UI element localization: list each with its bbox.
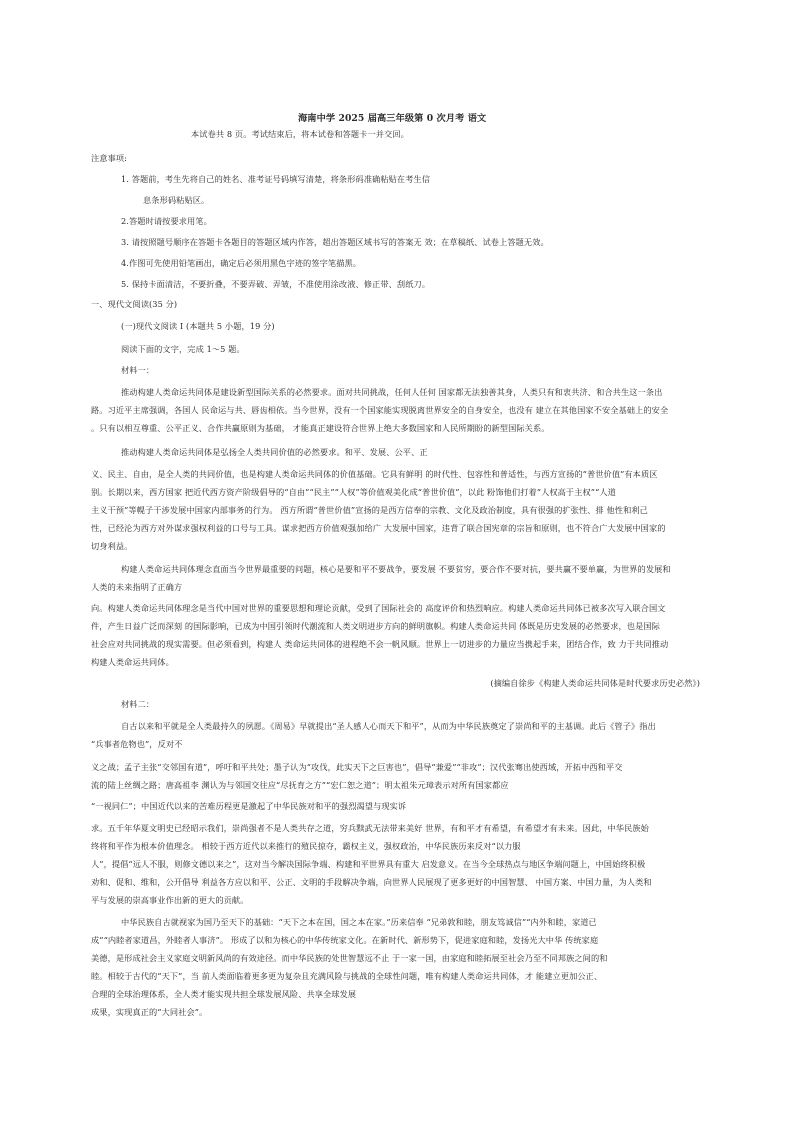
- material2-line: 中华民族自古就视家为国乃至天下的基础：“天下之本在国，国之本在家。”历来信奉 “兄弟敦和睦，朋友笃诚信”“内外和睦，家道已: [121, 917, 597, 927]
- subsection-heading: (一)现代文阅读 I (本题共 5 小题，19 分): [121, 321, 275, 331]
- material2-line: “一视同仁”；中国近代以来的苦难历程更是激起了中华民族对和平的强烈渴望与现实诉: [91, 801, 407, 811]
- material1-line: 路。习近平主席强调，各国人 民命运与共、唇齿相依。当今世界，没有一个国家能实现脱离世界安全的自身安全，也没有 建立在其他国家不安全基础上的安全: [91, 405, 669, 415]
- exam-title: 海南中学 2025 届高三年级第 0 次月考 语文: [298, 113, 487, 124]
- material1-line: 。只有以相互尊重、公平正义、合作共赢原则为基础， 才能真正建设符合世界上绝大多数国家和人民所期盼的新型国际关系。: [91, 423, 550, 433]
- material1-line: 件，产生日益广泛而深刻 的国际影响，已成为中国引领时代潮流和人类文明进步方向的鲜明旗帜。构建人类命运共同 体既是历史发展的必然要求，也是国际: [91, 621, 660, 631]
- section-heading: 一、现代文阅读(35 分): [91, 299, 178, 309]
- material2-line: 合理的全球治理体系，全人类才能实现共担全球发展风险、共享全球发展: [91, 989, 357, 999]
- material2-line: 求。五千年华夏文明史已经昭示我们，崇尚强者不是人类共存之道，穷兵黩武无法带来美好 世界，有和平才有希望，有希望才有未来。因此，中华民族始: [91, 823, 649, 833]
- material1-line: 人类的未来指明了正确方: [91, 582, 183, 592]
- material1-label: 材料一：: [121, 365, 155, 375]
- material1-source: (摘编自徐步《构建人类命运共同体是时代要求历史必然》): [490, 678, 700, 688]
- material2-line: 终将和平作为根本价值理念。 相较于西方近代以来推行的殖民掠夺，霸权主义，强权政治，中华民族历来反对“以力服: [91, 841, 521, 851]
- material2-line: “兵事者危物也”，反对不: [91, 739, 183, 749]
- material1-line: 义、民主、自由，是全人类的共同价值，也是构建人类命运共同体的价值基础。它具有鲜明 的时代性、包容性和普适性，与西方宣扬的“普世价值”有本质区: [91, 469, 658, 479]
- notice-item: 5. 保持卡面清洁，不要折叠，不要弄破、弄皱，不准使用涂改液、修正带、刮纸刀。: [121, 279, 431, 289]
- material2-line: 睦。相较于古代的“天下”，当 前人类面临着更多更为复杂且充满风险与挑战的全球性问题，唯有构建人类命运共同体，才 能建立更加公正、: [91, 971, 603, 981]
- material2-line: 平与发展的崇高事业作出新的更大的贡献。: [91, 895, 249, 905]
- material1-line: 社会应对共同挑战的现实需要。但必须看到，构建人 类命运共同体的进程绝不会一帆风顺。世界上一切进步的力量应当携起手来，团结合作，致 力于共同推动: [91, 639, 669, 649]
- material2-line: 流的陆上丝绸之路；唐高祖李 渊认为与邻国交往应“尽抚育之方”“宏仁恕之道”；明太祖朱元璋表示对所有国家都应: [91, 780, 509, 790]
- material2-line: 义之战；孟子主张“交邻国有道”，呼吁和平共处；墨子认为“攻伐，此实天下之巨害也”，倡导“兼爱”“非攻”；汉代张骞出使西域，开拓中西和平交: [91, 762, 623, 772]
- material2-line: 劝和、促和、维和，公开倡导 利益各方应以和平、公正、文明的手段解决争端，向世界人民展现了更多更好的中国智慧、 中国方案、中国力量，为人类和: [91, 877, 652, 887]
- material1-line: 性，已经沦为西方对外谋求强权利益的口号与工具。谋求把西方价值观强加给广 大发展中国家，违背了联合国宪章的宗旨和原则，也不符合广大发展中国家的: [91, 523, 666, 533]
- notice-item: 息条形码粘贴区。: [143, 195, 210, 205]
- exam-subtitle: 本试卷共 8 页。考试结束后，将本试卷和答题卡一并交回。: [191, 129, 409, 139]
- material1-line: 别。长期以来，西方国家 把近代西方资产阶级倡导的“自由”“民主”“人权”等价值观美化成“普世价值”，以此 粉饰他们打着“人权高于主权”“人道: [91, 487, 616, 497]
- material1-line: 主义干预”等幌子干涉发展中国家内部事务的行为。 西方所谓“普世价值”宣扬的是西方信奉的宗教、文化及政治制度，具有很强的扩张性、排 他性和利己: [91, 505, 648, 515]
- notice-item: 2.答题时请按要求用笔。: [121, 216, 212, 226]
- material2-line: 成果，实现真正的“大同社会”。: [91, 1007, 208, 1017]
- material2-label: 材料二：: [121, 699, 155, 709]
- material2-line: 美德，是形成社会主义家庭文明新风尚的有效途径。而中华民族的处世智慧远不止 于一家一国，由家庭和睦拓展至社会乃至不同邦族之间的和: [91, 953, 608, 963]
- material1-line: 构建人类命运共同体。: [91, 657, 174, 667]
- notice-item: 3. 请按照题号顺序在答题卡各题目的答题区域内作答，超出答题区域书写的答案无 效；在草稿纸、试卷上答题无效。: [121, 237, 549, 247]
- reading-instruction: 阅读下面的文字，完成 1～5 题。: [121, 344, 245, 354]
- notice-item: 4.作图可先使用铅笔画出，确定后必须用黑色字迹的签字笔描黑。: [121, 258, 362, 268]
- material2-line: 人”，提倡“远人不服，则修文德以来之”，这对当今解决国际争端、构建和平世界具有重大 启发意义。在当今全球热点与地区争端问题上，中国始终积极: [91, 859, 646, 869]
- material1-line: 切身利益。: [91, 541, 133, 551]
- material1-line: 推动构建人类命运共同体是弘扬全人类共同价值的必然要求。和平、发展、公平、正: [121, 447, 428, 457]
- material2-line: 成”“内睦者家道昌，外睦者人事济”。 形成了以和为核心的中华传统家文化。在新时代、新形势下，促进家庭和睦，发扬光大中华 传统家庭: [91, 935, 599, 945]
- material1-line: 向。构建人类命运共同体理念是当代中国对世界的重要思想和理论贡献，受到了国际社会的 高度评价和热烈响应。构建人类命运共同体已被多次写入联合国文: [91, 603, 666, 613]
- material1-line: 推动构建人类命运共同体是建设新型国际关系的必然要求。面对共同挑战，任何人任何 国家都无法独善其身，人类只有和衷共济、和合共生这一条出: [121, 387, 663, 397]
- material2-line: 自古以来和平就是全人类最持久的夙愿。《周易》早就提出“圣人感人心而天下和平”，从而为中华民族奠定了崇尚和平的主基调。此后《管子》指出: [121, 721, 656, 731]
- notice-item: 1. 答题前，考生先将自己的姓名、准考证号码填写清楚，将条形码准确粘贴在考生信: [121, 174, 431, 184]
- material1-line: 构建人类命运共同体理念直面当今世界最重要的问题，核心是要和平不要战争，要发展 不要贫穷，要合作不要对抗，要共赢不要单赢，为世界的发展和: [121, 564, 671, 574]
- notice-heading: 注意事项:: [91, 153, 128, 163]
